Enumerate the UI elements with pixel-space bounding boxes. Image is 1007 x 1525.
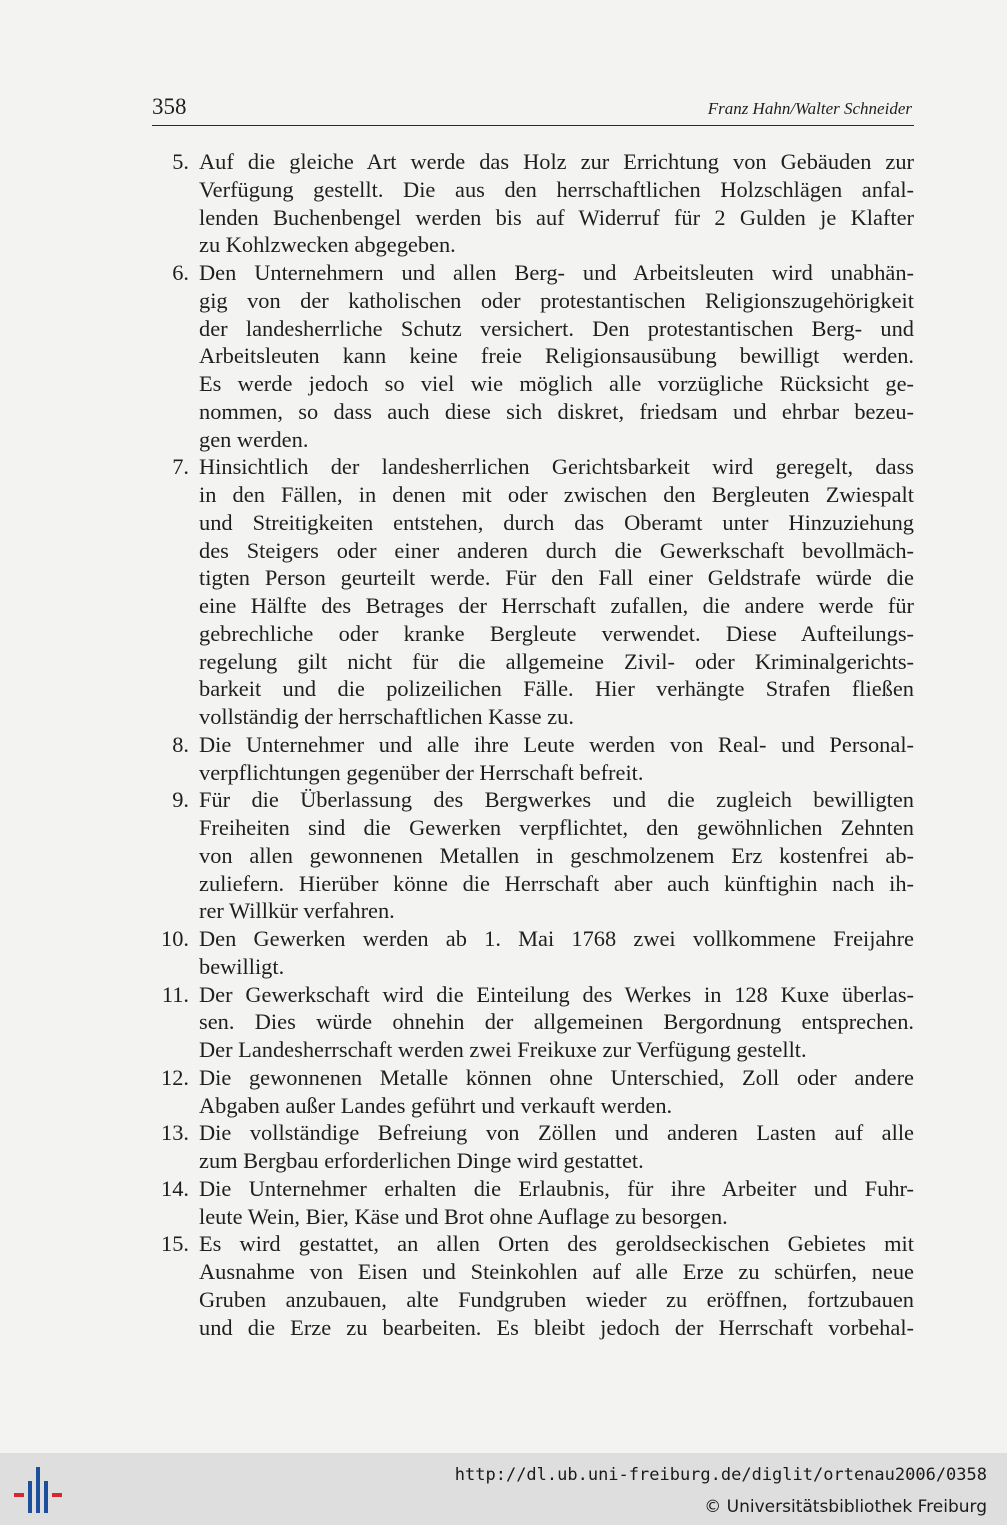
- text-line: in den Fällen, in denen mit oder zwischen den Bergleuten Zwiespalt: [199, 482, 914, 507]
- text-line: Abgaben außer Landes geführt und verkauft werden.: [199, 1092, 673, 1118]
- text-line: Den Unternehmern und allen Berg- und Arbeitsleuten wird unabhän-: [199, 260, 914, 285]
- text-line: und Streitigkeiten entstehen, durch das Oberamt unter Hinzuziehung: [199, 509, 914, 535]
- text-line: Gruben anzubauen, alte Fundgruben wieder zu eröffnen, fortzubauen: [199, 1286, 914, 1312]
- text-line: regelung gilt nicht für die allgemeine Zivil- oder Kriminalgerichts-: [199, 648, 914, 674]
- text-line: zu Kohlzwecken abgegeben.: [199, 232, 456, 258]
- list-item: [152, 259, 914, 453]
- list-item: [152, 1230, 914, 1341]
- text-line: Auf die gleiche Art werde das Holz zur Errichtung von Gebäuden zur: [199, 149, 914, 174]
- list-item: [152, 1064, 914, 1120]
- text-line: Die Unternehmer erhalten die Erlaubnis, für ihre Arbeiter und Fuhr-: [199, 1175, 914, 1201]
- text-line: tigten Person geurteilt werde. Für den Fall einer Geldstrafe würde die: [199, 565, 914, 591]
- list-item-number: 10.: [161, 926, 189, 951]
- text-line: Hinsichtlich der landesherrlichen Gerichtsbarkeit wird geregelt, dass: [199, 454, 914, 480]
- text-line: Die vollständige Befreiung von Zöllen und anderen Lasten auf alle: [199, 1120, 914, 1146]
- list-item-number: 7.: [172, 454, 189, 480]
- text-line: lenden Buchenbengel werden bis auf Widerruf für 2 Gulden je Klafter: [199, 204, 914, 230]
- text-line: rer Willkür verfahren.: [199, 898, 395, 924]
- text-line: der landesherrliche Schutz versichert. Den protestantischen Berg- und: [199, 315, 914, 341]
- list-item: [152, 1119, 914, 1175]
- page-number: 358: [152, 94, 187, 119]
- text-line: leute Wein, Bier, Käse und Brot ohne Auflage zu besorgen.: [199, 1203, 728, 1229]
- list-item-number: 6.: [172, 260, 189, 285]
- text-line: Es wird gestattet, an allen Orten des geroldseckischen Gebietes mit: [199, 1231, 914, 1257]
- text-line: eine Hälfte des Betrages der Herrschaft zufallen, die andere werde für: [199, 593, 914, 618]
- list-item: [152, 925, 914, 981]
- text-line: barkeit und die polizeilichen Fälle. Hier verhängte Strafen fließen: [199, 676, 914, 702]
- text-line: Der Gewerkschaft wird die Einteilung des Werkes in 128 Kuxe überlas-: [199, 981, 914, 1007]
- text-line: Arbeitsleuten kann keine freie Religionsausübung bewilligt werden.: [199, 343, 914, 369]
- text-line: gen werden.: [199, 426, 309, 452]
- text-line: Ausnahme von Eisen und Steinkohlen auf alle Erze zu schürfen, neue: [199, 1259, 914, 1284]
- source-url-link[interactable]: http://dl.ub.uni-freiburg.de/diglit/ortenau2006/0358: [454, 1465, 987, 1485]
- text-line: bewilligt.: [199, 953, 285, 979]
- list-item: [152, 453, 914, 731]
- text-line: Den Gewerken werden ab 1. Mai 1768 zwei vollkommene Freijahre: [199, 926, 914, 951]
- ub-freiburg-logo-icon: [14, 1467, 64, 1513]
- text-line: gebrechliche oder kranke Bergleute verwendet. Diese Aufteilungs-: [199, 620, 914, 646]
- text-line: Für die Überlassung des Bergwerkes und die zugleich bewilligten: [199, 787, 914, 813]
- footer-bar: [0, 1453, 1007, 1525]
- list-item-number: 12.: [161, 1064, 189, 1090]
- text-line: Es werde jedoch so viel wie möglich alle vorzügliche Rücksicht ge-: [199, 371, 914, 396]
- list-item-number: 14.: [161, 1175, 189, 1201]
- list-item: [152, 1175, 914, 1231]
- list-item-number: 13.: [161, 1120, 189, 1146]
- text-line: gig von der katholischen oder protestantischen Religionszugehörigkeit: [199, 287, 914, 313]
- text-line: Die Unternehmer und alle ihre Leute werden von Real- und Personal-: [199, 731, 914, 757]
- list-item-number: 15.: [161, 1231, 189, 1257]
- list-item: [152, 786, 914, 925]
- text-line: verpflichtungen gegenüber der Herrschaft befreit.: [199, 759, 644, 785]
- running-head: Franz Hahn/Walter Schneider: [707, 99, 912, 118]
- text-line: Verfügung gestellt. Die aus den herrschaftlichen Holzschlägen anfal-: [199, 176, 914, 202]
- text-line: des Steigers oder einer anderen durch die Gewerkschaft bevollmäch-: [199, 537, 914, 563]
- text-line: sen. Dies würde ohnehin der allgemeinen Bergordnung entsprechen.: [199, 1009, 914, 1035]
- text-line: vollständig der herrschaftlichen Kasse zu.: [199, 704, 574, 729]
- list-item: [152, 981, 914, 1064]
- list-item-number: 8.: [172, 731, 189, 757]
- list-item-number: 11.: [161, 981, 189, 1007]
- text-line: Freiheiten sind die Gewerken verpflichtet, den gewöhnlichen Zehnten: [199, 815, 914, 840]
- text-line: nommen, so dass auch diese sich diskret, friedsam und ehrbar bezeu-: [199, 398, 914, 424]
- list-item: [152, 731, 914, 787]
- text-line: zum Bergbau erforderlichen Dinge wird gestattet.: [199, 1148, 644, 1173]
- text-line: Die gewonnenen Metalle können ohne Unterschied, Zoll oder andere: [199, 1064, 914, 1090]
- list-item: [152, 148, 914, 259]
- list-item-number: 9.: [172, 787, 189, 813]
- text-line: Der Landesherrschaft werden zwei Freikuxe zur Verfügung gestellt.: [199, 1037, 807, 1062]
- list-item-number: 5.: [172, 149, 189, 174]
- copyright-notice: © Universitätsbibliothek Freiburg: [704, 1497, 987, 1517]
- text-line: und die Erze zu bearbeiten. Es bleibt jedoch der Herrschaft vorbehal-: [199, 1314, 914, 1340]
- numbered-list: [152, 148, 914, 1341]
- text-line: zuliefern. Hierüber könne die Herrschaft aber auch künftighin nach ih-: [199, 870, 914, 896]
- page-header: [152, 93, 914, 126]
- text-line: von allen gewonnenen Metallen in geschmolzenem Erz kostenfrei ab-: [199, 842, 914, 868]
